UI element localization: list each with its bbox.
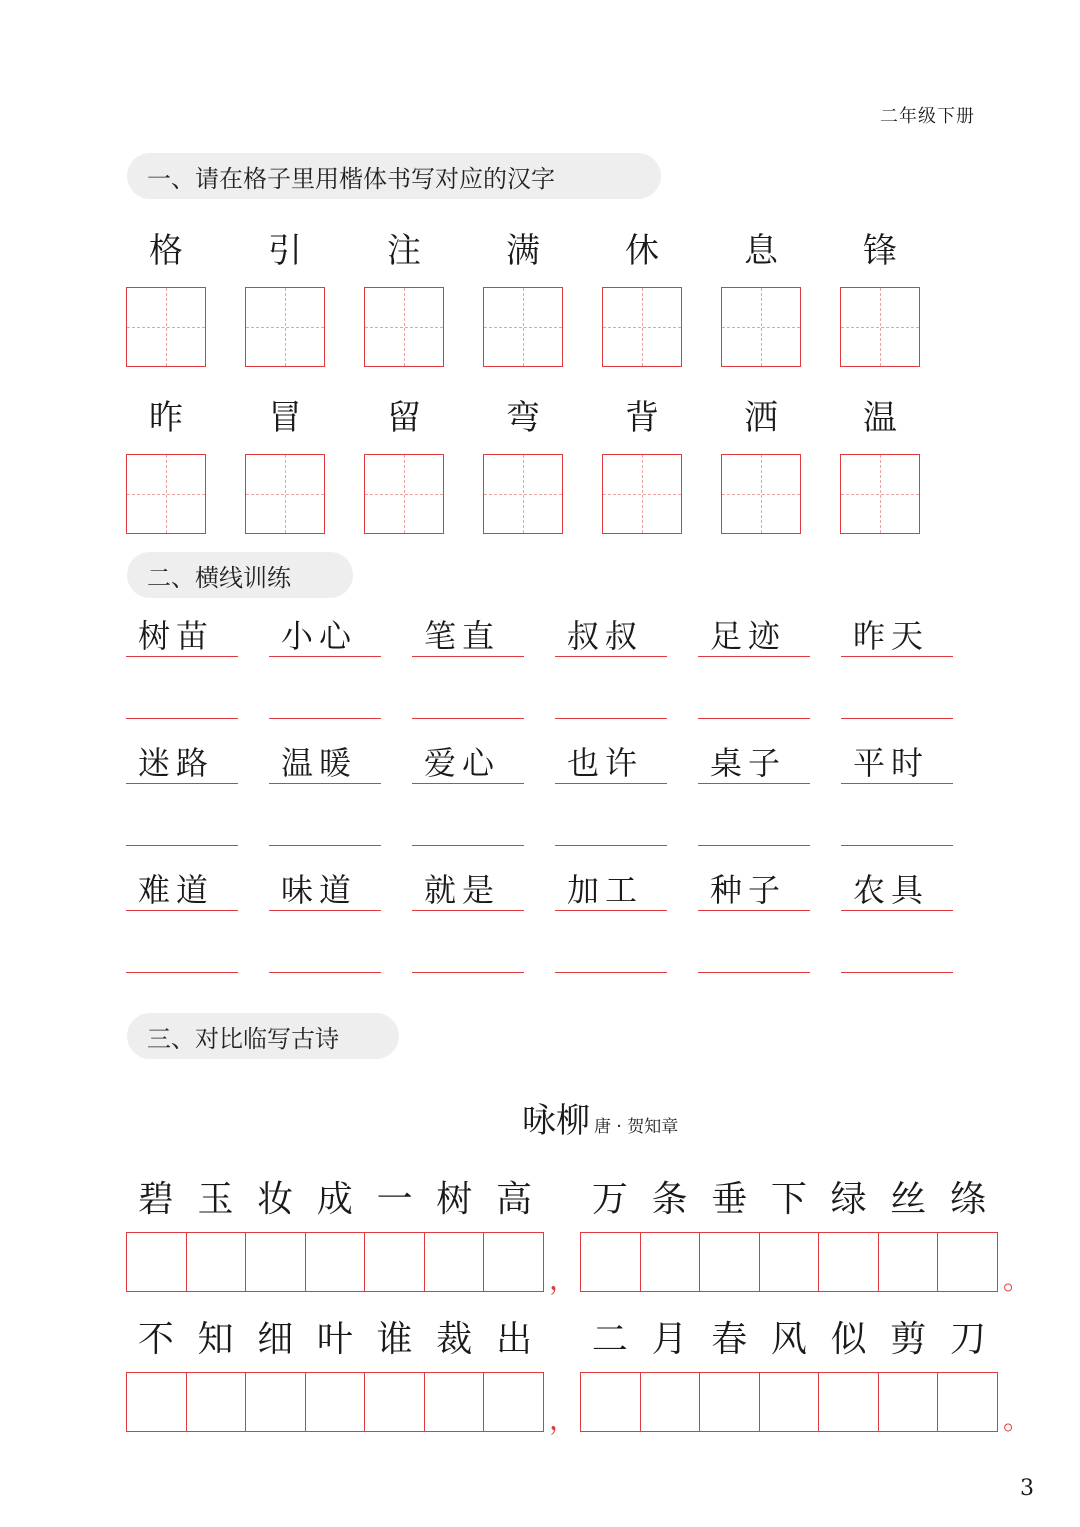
section1-title: 一、请在格子里用楷体书写对应的汉字 — [127, 153, 661, 199]
word-cell — [126, 741, 238, 846]
word-blank-line[interactable] — [412, 911, 524, 973]
word-text: 味道 — [269, 868, 381, 911]
comma-mark: ， — [549, 1263, 578, 1296]
word-row-3 — [126, 868, 953, 973]
char-cell — [364, 221, 444, 367]
writing-boxes[interactable] — [580, 1372, 998, 1432]
word-cell — [698, 868, 810, 973]
tian-grid[interactable] — [364, 287, 444, 367]
poem-char: 知 — [197, 1319, 234, 1360]
word-blank-line[interactable] — [269, 911, 381, 973]
poem-char: 妆 — [257, 1179, 294, 1220]
char-glyph: 弯 — [506, 398, 540, 438]
word-blank-line[interactable] — [698, 657, 810, 719]
word-blank-line[interactable] — [126, 657, 238, 719]
char-glyph: 锋 — [863, 231, 897, 271]
word-text: 平时 — [841, 741, 953, 784]
char-glyph: 温 — [863, 398, 897, 438]
poem-char: 一 — [376, 1179, 413, 1220]
tian-grid[interactable] — [126, 287, 206, 367]
poem-char: 剪 — [890, 1319, 927, 1360]
word-cell — [698, 614, 810, 719]
char-cell — [840, 221, 920, 367]
poem-char: 碧 — [137, 1179, 174, 1220]
verse-text — [580, 1312, 998, 1372]
tian-grid[interactable] — [721, 454, 801, 534]
word-blank-line[interactable] — [841, 911, 953, 973]
word-cell — [555, 741, 667, 846]
poem-char: 玉 — [197, 1179, 234, 1220]
word-cell — [269, 614, 381, 719]
poem-char: 树 — [436, 1179, 473, 1220]
writing-boxes[interactable] — [580, 1232, 998, 1292]
poem-char: 不 — [137, 1319, 174, 1360]
char-cell — [483, 221, 563, 367]
word-blank-line[interactable] — [698, 911, 810, 973]
char-cell — [126, 221, 206, 367]
char-cell — [364, 388, 444, 534]
word-blank-line[interactable] — [555, 911, 667, 973]
poem-author: 唐 · 贺知章 — [594, 1117, 679, 1137]
page-number: 3 — [1020, 1476, 1034, 1501]
char-glyph: 留 — [387, 398, 421, 438]
word-blank-line[interactable] — [269, 657, 381, 719]
char-row-2 — [126, 388, 920, 534]
word-blank-line[interactable] — [269, 784, 381, 846]
word-cell — [126, 868, 238, 973]
char-glyph: 满 — [506, 231, 540, 271]
tian-grid[interactable] — [840, 454, 920, 534]
word-text: 就是 — [412, 868, 524, 911]
char-cell — [602, 388, 682, 534]
tian-grid[interactable] — [364, 454, 444, 534]
tian-grid[interactable] — [126, 454, 206, 534]
word-cell — [841, 614, 953, 719]
tian-grid[interactable] — [483, 454, 563, 534]
word-blank-line[interactable] — [126, 784, 238, 846]
word-cell — [269, 868, 381, 973]
word-cell — [841, 868, 953, 973]
word-cell — [412, 741, 524, 846]
char-glyph: 昨 — [149, 398, 183, 438]
poem-char: 细 — [257, 1319, 294, 1360]
tian-grid[interactable] — [245, 454, 325, 534]
word-blank-line[interactable] — [698, 784, 810, 846]
writing-boxes[interactable] — [126, 1232, 544, 1292]
verse-text — [126, 1172, 544, 1232]
poem-char: 高 — [495, 1179, 532, 1220]
char-glyph: 背 — [625, 398, 659, 438]
char-glyph: 格 — [149, 231, 183, 271]
char-glyph: 洒 — [744, 398, 778, 438]
poem-char: 出 — [495, 1319, 532, 1360]
poem-char: 叶 — [316, 1319, 353, 1360]
poem-char: 二 — [591, 1319, 628, 1360]
word-text: 农具 — [841, 868, 953, 911]
word-text: 迷路 — [126, 741, 238, 784]
char-cell — [840, 388, 920, 534]
grade-label: 二年级下册 — [880, 106, 975, 127]
period-mark: 。 — [1003, 1263, 1032, 1296]
poem-char: 垂 — [711, 1179, 748, 1220]
poem-char: 似 — [830, 1319, 867, 1360]
word-text: 昨天 — [841, 614, 953, 657]
word-row-2 — [126, 741, 953, 846]
poem-char: 刀 — [949, 1319, 986, 1360]
word-text: 温暖 — [269, 741, 381, 784]
char-cell — [483, 388, 563, 534]
word-text: 加工 — [555, 868, 667, 911]
char-cell — [721, 388, 801, 534]
word-text: 种子 — [698, 868, 810, 911]
word-cell — [555, 614, 667, 719]
poem-char: 裁 — [436, 1319, 473, 1360]
char-cell — [126, 388, 206, 534]
verse-half — [580, 1172, 998, 1292]
word-text: 也许 — [555, 741, 667, 784]
char-glyph: 息 — [744, 231, 778, 271]
tian-grid[interactable] — [602, 287, 682, 367]
word-text: 树苗 — [126, 614, 238, 657]
word-blank-line[interactable] — [555, 784, 667, 846]
word-text: 叔叔 — [555, 614, 667, 657]
word-blank-line[interactable] — [841, 657, 953, 719]
word-text: 足迹 — [698, 614, 810, 657]
char-glyph: 休 — [625, 231, 659, 271]
char-glyph: 注 — [387, 231, 421, 271]
verse-text — [580, 1172, 998, 1232]
poem-char: 万 — [591, 1179, 628, 1220]
tian-grid[interactable] — [483, 287, 563, 367]
word-cell — [412, 868, 524, 973]
section3-title: 三、对比临写古诗 — [127, 1013, 399, 1059]
poem-char: 条 — [651, 1179, 688, 1220]
char-cell — [602, 221, 682, 367]
tian-grid[interactable] — [602, 454, 682, 534]
verse-text — [126, 1312, 544, 1372]
word-cell — [412, 614, 524, 719]
verse-half — [126, 1172, 544, 1292]
verse-row-1 — [126, 1172, 1034, 1296]
char-cell — [721, 221, 801, 367]
char-row-1 — [126, 221, 920, 367]
comma-mark: ， — [549, 1403, 578, 1436]
poem-char: 成 — [316, 1179, 353, 1220]
poem-char: 月 — [651, 1319, 688, 1360]
poem-char: 风 — [770, 1319, 807, 1360]
poem-name: 咏柳 — [522, 1101, 590, 1141]
word-cell — [841, 741, 953, 846]
poem-char: 谁 — [376, 1319, 413, 1360]
poem-title — [522, 1093, 678, 1142]
word-cell — [269, 741, 381, 846]
writing-boxes[interactable] — [126, 1372, 544, 1432]
word-cell — [698, 741, 810, 846]
poem-char: 丝 — [890, 1179, 927, 1220]
word-cell — [555, 868, 667, 973]
word-text: 难道 — [126, 868, 238, 911]
tian-grid[interactable] — [840, 287, 920, 367]
word-text: 爱心 — [412, 741, 524, 784]
word-blank-line[interactable] — [412, 784, 524, 846]
word-text: 桌子 — [698, 741, 810, 784]
char-glyph: 冒 — [268, 398, 302, 438]
word-blank-line[interactable] — [841, 784, 953, 846]
char-cell — [245, 221, 325, 367]
period-mark: 。 — [1003, 1403, 1032, 1436]
word-text: 小心 — [269, 614, 381, 657]
word-blank-line[interactable] — [412, 657, 524, 719]
verse-row-2 — [126, 1312, 1034, 1436]
char-cell — [245, 388, 325, 534]
poem-char: 绿 — [830, 1179, 867, 1220]
poem-char: 下 — [770, 1179, 807, 1220]
word-cell — [126, 614, 238, 719]
char-glyph: 引 — [268, 231, 302, 271]
word-blank-line[interactable] — [555, 657, 667, 719]
word-text: 笔直 — [412, 614, 524, 657]
verse-half — [126, 1312, 544, 1432]
tian-grid[interactable] — [245, 287, 325, 367]
verse-half — [580, 1312, 998, 1432]
section2-title: 二、横线训练 — [127, 552, 353, 598]
poem-char: 绦 — [949, 1179, 986, 1220]
poem-char: 春 — [711, 1319, 748, 1360]
word-blank-line[interactable] — [126, 911, 238, 973]
word-row-1 — [126, 614, 953, 719]
tian-grid[interactable] — [721, 287, 801, 367]
